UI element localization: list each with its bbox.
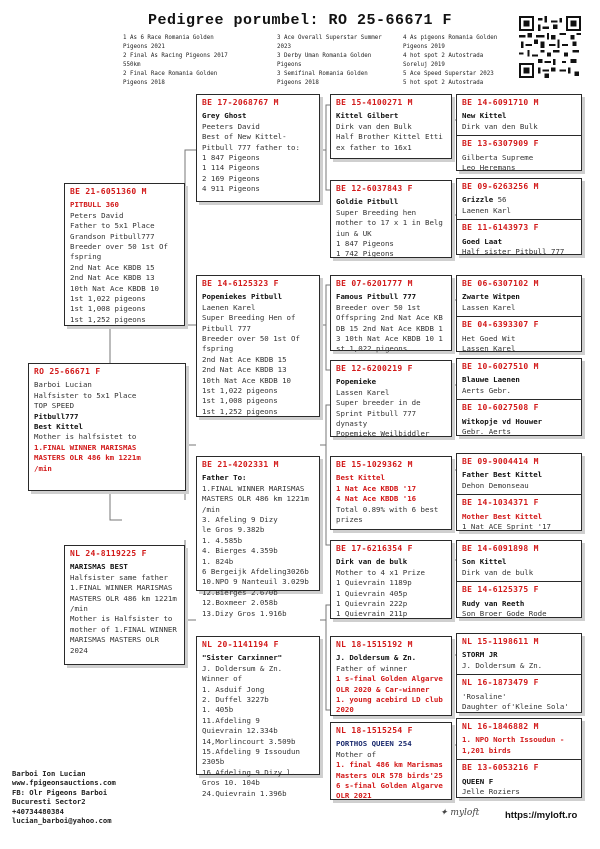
great-grandparent-card[interactable]: BE 12-6037843 F Goldie Pitbull Super Breeding hen mother to 17 x 1 in Belg iun & UK 1 847 Pigeons 1 742 Pigeons [330,180,452,258]
myloft-url-link[interactable]: https://myloft.ro [505,810,578,821]
divider [457,581,581,582]
generation-4-pair-card[interactable]: BE 14-6091710 M New Kittel Dirk van den Bulk BE 13-6307909 F Gilberta Supreme Leo Heremans [456,94,582,171]
main-ring-number: RO 25-66671 F [34,367,101,376]
mother-ring-number: NL 24-8119225 F [70,549,147,558]
divider [457,316,581,317]
achievements-col-1: 1 As 6 Race Romania Golden Pigeons 2021 2 Final As Racing Pigeons 2017 550km 2 Final Race Romania Golden Pigeons 2018 [123,35,228,86]
great-grandparent-card[interactable]: BE 15-1029362 M Best Kittel 1 Nat Ace KBDB '17 4 Nat Ace KBDB '16 Total 0.89% with 6 best prizes [330,456,452,530]
generation-4-pair-card[interactable]: NL 16-1846882 M 1. NPO North Issoudun - 1,201 birds BE 13-6053216 F QUEEN F Jelle Roziers [456,718,582,798]
breeder-contact: Barboi Ion Lucian www.fpigeonsauctions.com FB: Olr Pigeons Barboi Bucuresti Sector2 +40734480384 lucian_barboi@yahoo.com [12,769,116,826]
father-name: PITBULL 360 [70,200,119,210]
great-grandparent-card[interactable]: BE 07-6201777 M Famous Pitbull 777 Breeder over 50 1st Offspring 2nd Nat Ace KB DB 15 2nd Nat Ace KBDB 1 3 10th Nat Ace KBDB 10 1 st 1,022 pigeons [330,275,452,351]
divider [457,759,581,760]
pigeon-icon: ✦ [440,808,451,818]
generation-4-pair-card[interactable]: BE 14-6091898 M Son Kittel Dirk van de bulk BE 14-6125375 F Rudy van Reeth Son Broer Gode Rode [456,540,582,618]
grandparent-card[interactable]: BE 17-2068767 M Grey Ghost Peeters David Best of New Kittel- Pitbull 777 father to: 1 847 Pigeons 1 114 Pigeons 2 169 Pigeons 4 911 Pigeons [196,94,320,202]
great-grandparent-card[interactable]: BE 12-6200219 F Popemieke Lassen Karel Super breeder in de Sprint Pitbull 777 dynasty Popemieke Weilbiddler [330,360,452,437]
great-grandparent-card[interactable]: NL 18-1515192 M J. Doldersum & Zn. Father of winner 1 s-final Golden Algarve OLR 2020 & Car-winner 1. young acebird LD club 2020 [330,636,452,716]
email-link[interactable]: lucian_barboi@yahoo.com [12,816,112,826]
achievements-col-2: 3 Ace Overall Superstar Summer 2023 3 Derby Uman Romania Golden Pigeons 3 Semifinal Romania Golden Pigeons 2018 [277,35,382,86]
divider [457,674,581,675]
grandparent-card[interactable]: BE 21-4202331 M Father To: 1.FINAL WINNER MARISMAS MASTERS OLR 486 km 1221m /min 3. Afeling 9 Dizy le Gros 9.382b 1. 4.585b 4. Bierges 4.359b 1. 824b 6 Bergeijk Afdeling3026b 10.NPO 9 Nanteuil 3.029b 12.Bierges 2.670b 12.Boxmeer 2.058b 13.Dizy Gros 1.916b [196,456,320,591]
great-grandparent-card[interactable]: BE 15-4100271 M Kittel Gilbert Dirk van den Bulk Half Brother Kittel Etti ex father to 16x1 [330,94,452,159]
divider [457,399,581,400]
divider [457,494,581,495]
grandparent-card[interactable]: BE 14-6125323 F Popemiekes Pitbull Laenen Karel Super Breeding Hen of Pitbull 777 Breeder over 50 1st Of fspring 2nd Nat Ace KBDB 15 2nd Nat Ace KBDB 13 10th Nat Ace KBDB 10 1st 1,022 pigeons 1st 1,008 pigeons 1st 1,252 pigeons [196,275,320,417]
divider [457,219,581,220]
generation-4-pair-card[interactable]: BE 09-9004414 M Father Best Kittel Dehon Demonseau BE 14-1034371 F Mother Best Kittel 1 Nat ACE Sprint '17 [456,453,582,531]
generation-4-pair-card[interactable]: BE 09-6263256 M Grizzle 56 Laenen Karl BE 11-6143973 F Goed Laat Half sister Pitbull 777 [456,178,582,255]
mother-name: MARISMAS BEST [70,562,128,572]
grandparent-card[interactable]: NL 20-1141194 F "Sister Carxinner" J. Doldersum & Zn. Winner of 1. Asduif Jong 2. Duffel 3227b 1. 405b 11.Afdeling 9 Quievrain 12.334b 14,Morlincourt 3.509b 15.Afdeling 9 Issoudun 2305b 16.Afdeling 9 Dizy l. Gros 10. 104b 24.Quievrain 1.396b [196,636,320,775]
father-card[interactable]: BE 21-6051360 M PITBULL 360 Peters David Father to 5x1 Place Grandson Pitbull777 Breeder over 50 1st Of fspring 2nd Nat Ace KBDB 15 2nd Nat Ace KBDB 13 10th Nat Ace KBDB 10 1st 1,022 pigeons 1st 1,008 pigeons 1st 1,252 pigeons [64,183,185,326]
great-grandparent-card[interactable]: NL 18-1515254 F PORTHOS QUEEN 254 Mother of 1. final 486 km Marismas Masters OLR 578 birds'25 6 s-final Golden Algarve OLR 2021 [330,722,452,800]
great-grandparent-card[interactable]: BE 17-6216354 F Dirk van de bulk Mother to 4 x1 Prize 1 Quievrain 1189p 1 Quievrain 405p 1 Quievrain 222p 1 Quievrain 211p [330,540,452,619]
main-pigeon-card[interactable]: RO 25-66671 F Barboi Lucian Halfsister to 5x1 Place TOP SPEED Pitbull777 Best Kittel Mother is halfsistet to 1.FINAL WINNER MARISMAS MASTERS OLR 486 km 1221m /min [28,363,186,491]
achievements-col-3: 4 As pigeons Romania Golden Pigeons 2019 4 hot spot 2 Autostrada Soreluj 2019 5 Ace Speed Superstar 2023 5 hot spot 2 Autostrada [403,35,498,86]
mother-card[interactable]: NL 24-8119225 F MARISMAS BEST Halfsister same father 1.FINAL WINNER MARISMAS MASTERS OLR 486 km 1221m /min Mother is Halfsister to mother of 1.FINAL WINNER MARISMAS MASTERS OLR 2024 [64,545,185,665]
page-title: Pedigree porumbel: RO 25-66671 F [147,12,453,29]
generation-4-pair-card[interactable]: BE 06-6307102 M Zwarte Witpen Lassen Karel BE 04-6393307 F Het Goed Wit Lassen Karel [456,275,582,352]
generation-4-pair-card[interactable]: NL 15-1198611 M STORM JR J. Doldersum & Zn. NL 16-1873479 F 'Rosaline' Daughter of'Kleine Sola' [456,633,582,713]
father-ring-number: BE 21-6051360 M [70,187,147,196]
myloft-logo: ✦ myloft [440,808,480,818]
generation-4-pair-card[interactable]: BE 10-6027510 M Blauwe Laenen Aerts Gebr. BE 10-6027508 F Witkopje vd Houwer Gebr. Aerts [456,358,582,436]
website-link[interactable]: www.fpigeonsauctions.com [12,778,116,788]
divider [457,135,581,136]
